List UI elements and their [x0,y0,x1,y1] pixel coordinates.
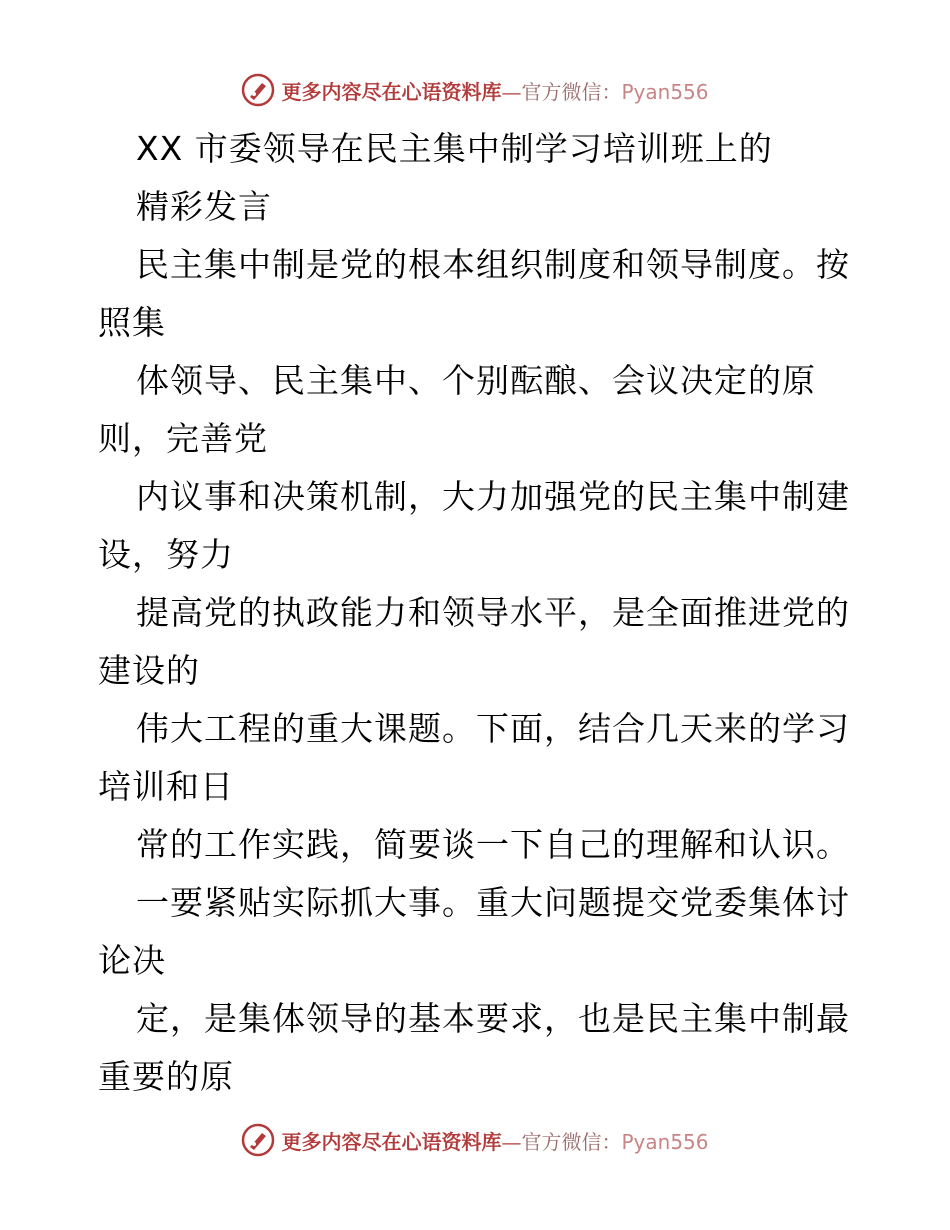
pen-nib-icon [241,73,275,107]
paragraph-line: 常的工作实践，简要谈一下自己的理解和认识。 [136,825,850,864]
title-line-1: XX 市委领导在民主集中制学习培训班上的 [136,129,773,168]
watermark-separator: — [501,1129,522,1154]
pen-nib-icon [241,1123,275,1157]
paragraph-line: 伟大工程的重大课题。下面，结合几天来的学习 [136,709,850,748]
paragraph-line: 建设的 [98,651,200,690]
paragraph-line: 培训和日 [98,767,234,806]
paragraph-line: 民主集中制是党的根本组织制度和领导制度。按 [136,245,850,284]
paragraph-line: 论决 [98,941,166,980]
watermark-wechat-label: 官方微信： [521,1129,622,1154]
document-body [98,120,858,1106]
paragraph-line: 一要紧贴实际抓大事。重大问题提交党委集体讨 [136,883,850,922]
watermark-brand: 更多内容尽在心语资料库 [281,1129,502,1154]
paragraph-line: 设，努力 [98,535,234,574]
watermark-wechat-label: 官方微信： [521,79,622,104]
watermark-brand: 更多内容尽在心语资料库 [281,79,502,104]
paragraph-line: 提高党的执政能力和领导水平，是全面推进党的 [136,593,850,632]
watermark-wechat-id: Pyan556 [621,1129,709,1154]
paragraph-line: 照集 [98,303,166,342]
watermark-separator: — [501,79,522,104]
paragraph-line: 重要的原 [98,1057,234,1096]
watermark-text [281,76,708,105]
paragraph-line: 则，完善党 [98,419,268,458]
watermark-text [281,1126,708,1155]
footer-watermark [0,1120,950,1160]
header-watermark [0,70,950,110]
title-line-2: 精彩发言 [136,187,272,226]
paragraph-line: 定，是集体领导的基本要求，也是民主集中制最 [136,999,850,1038]
watermark-wechat-id: Pyan556 [621,79,709,104]
paragraph-line: 体领导、民主集中、个别酝酿、会议决定的原 [136,361,816,400]
paragraph-line: 内议事和决策机制，大力加强党的民主集中制建 [136,477,850,516]
